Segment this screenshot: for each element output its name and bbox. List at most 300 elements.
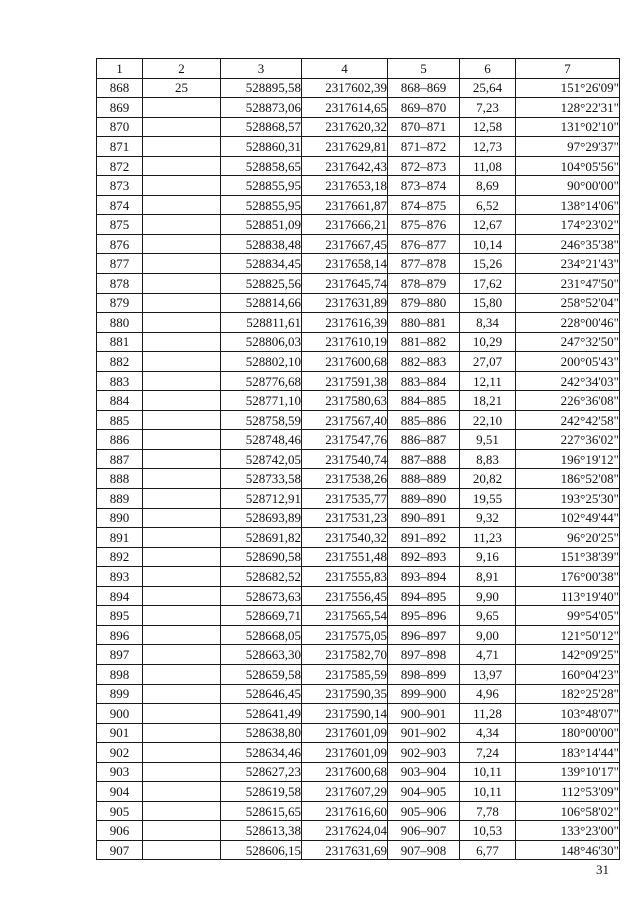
section-number-cell	[143, 508, 221, 528]
x-coordinate-cell: 528668,05	[221, 625, 302, 645]
y-coordinate-cell: 2317556,45	[302, 586, 388, 606]
point-number-cell: 873	[97, 176, 143, 196]
y-coordinate-cell: 2317602,39	[302, 78, 388, 98]
point-number-cell: 877	[97, 254, 143, 274]
x-coordinate-cell: 528691,82	[221, 528, 302, 548]
distance-cell: 7,23	[460, 98, 516, 118]
section-number-cell	[143, 293, 221, 313]
table-row	[97, 762, 620, 782]
bearing-cell: 160°04'23"	[516, 664, 620, 684]
x-coordinate-cell: 528811,61	[221, 313, 302, 333]
distance-cell: 10,53	[460, 821, 516, 841]
bearing-cell: 242°34'03"	[516, 371, 620, 391]
distance-cell: 6,52	[460, 195, 516, 215]
x-coordinate-cell: 528613,38	[221, 821, 302, 841]
distance-cell: 4,34	[460, 723, 516, 743]
distance-cell: 12,73	[460, 137, 516, 157]
segment-cell: 873–874	[388, 176, 460, 196]
segment-cell: 902–903	[388, 743, 460, 763]
y-coordinate-cell: 2317653,18	[302, 176, 388, 196]
point-number-cell: 894	[97, 586, 143, 606]
distance-cell: 18,21	[460, 391, 516, 411]
distance-cell: 12,11	[460, 371, 516, 391]
point-number-cell: 897	[97, 645, 143, 665]
distance-cell: 17,62	[460, 274, 516, 294]
bearing-cell: 106°58'02"	[516, 801, 620, 821]
y-coordinate-cell: 2317565,54	[302, 606, 388, 626]
y-coordinate-cell: 2317551,48	[302, 547, 388, 567]
y-coordinate-cell: 2317607,29	[302, 782, 388, 802]
x-coordinate-cell: 528690,58	[221, 547, 302, 567]
bearing-cell: 131°02'10"	[516, 117, 620, 137]
table-row	[97, 664, 620, 684]
section-number-cell	[143, 743, 221, 763]
section-number-cell	[143, 704, 221, 724]
x-coordinate-cell: 528619,58	[221, 782, 302, 802]
section-number-cell	[143, 274, 221, 294]
bearing-cell: 193°25'30"	[516, 489, 620, 509]
y-coordinate-cell: 2317631,89	[302, 293, 388, 313]
y-coordinate-cell: 2317642,43	[302, 156, 388, 176]
table-row	[97, 156, 620, 176]
point-number-cell: 890	[97, 508, 143, 528]
table-row	[97, 176, 620, 196]
point-number-cell: 869	[97, 98, 143, 118]
y-coordinate-cell: 2317585,59	[302, 664, 388, 684]
column-header: 2	[143, 59, 221, 79]
section-number-cell	[143, 645, 221, 665]
point-number-cell: 885	[97, 410, 143, 430]
segment-cell: 874–875	[388, 195, 460, 215]
segment-cell: 870–871	[388, 117, 460, 137]
table-row	[97, 391, 620, 411]
section-number-cell	[143, 410, 221, 430]
column-header: 1	[97, 59, 143, 79]
section-number-cell	[143, 449, 221, 469]
bearing-cell: 196°19'12"	[516, 449, 620, 469]
distance-cell: 6,77	[460, 840, 516, 860]
x-coordinate-cell: 528615,65	[221, 801, 302, 821]
distance-cell: 7,78	[460, 801, 516, 821]
x-coordinate-cell: 528851,09	[221, 215, 302, 235]
bearing-cell: 247°32'50"	[516, 332, 620, 352]
point-number-cell: 870	[97, 117, 143, 137]
bearing-cell: 96°20'25"	[516, 528, 620, 548]
section-number-cell	[143, 801, 221, 821]
x-coordinate-cell: 528712,91	[221, 489, 302, 509]
table-row	[97, 489, 620, 509]
point-number-cell: 884	[97, 391, 143, 411]
bearing-cell: 112°53'09"	[516, 782, 620, 802]
point-number-cell: 872	[97, 156, 143, 176]
section-number-cell	[143, 684, 221, 704]
x-coordinate-cell: 528627,23	[221, 762, 302, 782]
bearing-cell: 242°42'58"	[516, 410, 620, 430]
segment-cell: 885–886	[388, 410, 460, 430]
column-header: 4	[302, 59, 388, 79]
table-row	[97, 313, 620, 333]
bearing-cell: 182°25'28"	[516, 684, 620, 704]
section-number-cell	[143, 98, 221, 118]
table-row	[97, 625, 620, 645]
distance-cell: 15,26	[460, 254, 516, 274]
y-coordinate-cell: 2317538,26	[302, 469, 388, 489]
table-row	[97, 449, 620, 469]
segment-cell: 886–887	[388, 430, 460, 450]
page-number: 31	[596, 862, 609, 877]
table-row	[97, 743, 620, 763]
distance-cell: 8,83	[460, 449, 516, 469]
segment-cell: 906–907	[388, 821, 460, 841]
segment-cell: 880–881	[388, 313, 460, 333]
y-coordinate-cell: 2317624,04	[302, 821, 388, 841]
segment-cell: 876–877	[388, 234, 460, 254]
bearing-cell: 113°19'40"	[516, 586, 620, 606]
section-number-cell	[143, 195, 221, 215]
x-coordinate-cell: 528641,49	[221, 704, 302, 724]
distance-cell: 8,91	[460, 567, 516, 587]
x-coordinate-cell: 528771,10	[221, 391, 302, 411]
table-row	[97, 430, 620, 450]
column-header: 5	[388, 59, 460, 79]
bearing-cell: 97°29'37"	[516, 137, 620, 157]
y-coordinate-cell: 2317590,35	[302, 684, 388, 704]
y-coordinate-cell: 2317620,32	[302, 117, 388, 137]
point-number-cell: 887	[97, 449, 143, 469]
point-number-cell: 898	[97, 664, 143, 684]
bearing-cell: 151°38'39"	[516, 547, 620, 567]
section-number-cell	[143, 332, 221, 352]
x-coordinate-cell: 528606,15	[221, 840, 302, 860]
x-coordinate-cell: 528758,59	[221, 410, 302, 430]
point-number-cell: 892	[97, 547, 143, 567]
distance-cell: 27,07	[460, 352, 516, 372]
bearing-cell: 104°05'56"	[516, 156, 620, 176]
section-number-cell	[143, 762, 221, 782]
bearing-cell: 102°49'44"	[516, 508, 620, 528]
segment-cell: 871–872	[388, 137, 460, 157]
point-number-cell: 904	[97, 782, 143, 802]
segment-cell: 884–885	[388, 391, 460, 411]
x-coordinate-cell: 528638,80	[221, 723, 302, 743]
y-coordinate-cell: 2317667,45	[302, 234, 388, 254]
distance-cell: 4,71	[460, 645, 516, 665]
point-number-cell: 876	[97, 234, 143, 254]
distance-cell: 15,80	[460, 293, 516, 313]
table-row	[97, 274, 620, 294]
bearing-cell: 138°14'06"	[516, 195, 620, 215]
segment-cell: 877–878	[388, 254, 460, 274]
y-coordinate-cell: 2317616,60	[302, 801, 388, 821]
bearing-cell: 234°21'43"	[516, 254, 620, 274]
bearing-cell: 200°05'43"	[516, 352, 620, 372]
table-row	[97, 528, 620, 548]
table-row	[97, 586, 620, 606]
distance-cell: 9,90	[460, 586, 516, 606]
table-row	[97, 508, 620, 528]
point-number-cell: 883	[97, 371, 143, 391]
bearing-cell: 186°52'08"	[516, 469, 620, 489]
table-row	[97, 78, 620, 98]
table-row	[97, 782, 620, 802]
segment-cell: 898–899	[388, 664, 460, 684]
y-coordinate-cell: 2317531,23	[302, 508, 388, 528]
section-number-cell	[143, 782, 221, 802]
bearing-cell: 180°00'00"	[516, 723, 620, 743]
distance-cell: 12,58	[460, 117, 516, 137]
section-number-cell	[143, 215, 221, 235]
distance-cell: 10,29	[460, 332, 516, 352]
table-row	[97, 234, 620, 254]
x-coordinate-cell: 528682,52	[221, 567, 302, 587]
bearing-cell: 128°22'31"	[516, 98, 620, 118]
section-number-cell	[143, 723, 221, 743]
x-coordinate-cell: 528868,57	[221, 117, 302, 137]
point-number-cell: 875	[97, 215, 143, 235]
segment-cell: 878–879	[388, 274, 460, 294]
x-coordinate-cell: 528838,48	[221, 234, 302, 254]
x-coordinate-cell: 528693,89	[221, 508, 302, 528]
segment-cell: 899–900	[388, 684, 460, 704]
table-row	[97, 801, 620, 821]
point-number-cell: 893	[97, 567, 143, 587]
x-coordinate-cell: 528659,58	[221, 664, 302, 684]
x-coordinate-cell: 528860,31	[221, 137, 302, 157]
bearing-cell: 99°54'05"	[516, 606, 620, 626]
distance-cell: 7,24	[460, 743, 516, 763]
section-number-cell	[143, 547, 221, 567]
segment-cell: 897–898	[388, 645, 460, 665]
x-coordinate-cell: 528748,46	[221, 430, 302, 450]
header-row	[97, 59, 620, 79]
section-number-cell	[143, 430, 221, 450]
point-number-cell: 888	[97, 469, 143, 489]
table-row	[97, 684, 620, 704]
distance-cell: 11,28	[460, 704, 516, 724]
point-number-cell: 882	[97, 352, 143, 372]
y-coordinate-cell: 2317591,38	[302, 371, 388, 391]
section-number-cell	[143, 664, 221, 684]
table-row	[97, 821, 620, 841]
segment-cell: 882–883	[388, 352, 460, 372]
y-coordinate-cell: 2317600,68	[302, 762, 388, 782]
x-coordinate-cell: 528646,45	[221, 684, 302, 704]
y-coordinate-cell: 2317600,68	[302, 352, 388, 372]
segment-cell: 872–873	[388, 156, 460, 176]
bearing-cell: 90°00'00"	[516, 176, 620, 196]
segment-cell: 881–882	[388, 332, 460, 352]
segment-cell: 883–884	[388, 371, 460, 391]
bearing-cell: 133°23'00"	[516, 821, 620, 841]
x-coordinate-cell: 528733,58	[221, 469, 302, 489]
distance-cell: 25,64	[460, 78, 516, 98]
bearing-cell: 183°14'44"	[516, 743, 620, 763]
bearing-cell: 176°00'38"	[516, 567, 620, 587]
table-row	[97, 293, 620, 313]
segment-cell: 892–893	[388, 547, 460, 567]
x-coordinate-cell: 528855,95	[221, 195, 302, 215]
distance-cell: 19,55	[460, 489, 516, 509]
y-coordinate-cell: 2317580,63	[302, 391, 388, 411]
bearing-cell: 258°52'04"	[516, 293, 620, 313]
segment-cell: 896–897	[388, 625, 460, 645]
section-number-cell	[143, 137, 221, 157]
point-number-cell: 901	[97, 723, 143, 743]
segment-cell: 894–895	[388, 586, 460, 606]
point-number-cell: 871	[97, 137, 143, 157]
y-coordinate-cell: 2317555,83	[302, 567, 388, 587]
distance-cell: 4,96	[460, 684, 516, 704]
bearing-cell: 139°10'17"	[516, 762, 620, 782]
x-coordinate-cell: 528776,68	[221, 371, 302, 391]
y-coordinate-cell: 2317601,09	[302, 743, 388, 763]
table-row	[97, 371, 620, 391]
x-coordinate-cell: 528858,65	[221, 156, 302, 176]
table-row	[97, 117, 620, 137]
y-coordinate-cell: 2317540,74	[302, 449, 388, 469]
section-number-cell	[143, 606, 221, 626]
section-number-cell	[143, 371, 221, 391]
x-coordinate-cell: 528634,46	[221, 743, 302, 763]
x-coordinate-cell: 528814,66	[221, 293, 302, 313]
section-number-cell	[143, 489, 221, 509]
distance-cell: 10,11	[460, 762, 516, 782]
point-number-cell: 880	[97, 313, 143, 333]
y-coordinate-cell: 2317645,74	[302, 274, 388, 294]
segment-cell: 875–876	[388, 215, 460, 235]
segment-cell: 891–892	[388, 528, 460, 548]
segment-cell: 888–889	[388, 469, 460, 489]
distance-cell: 9,16	[460, 547, 516, 567]
x-coordinate-cell: 528873,06	[221, 98, 302, 118]
segment-cell: 905–906	[388, 801, 460, 821]
segment-cell: 868–869	[388, 78, 460, 98]
table-row	[97, 98, 620, 118]
table-row	[97, 547, 620, 567]
point-number-cell: 905	[97, 801, 143, 821]
point-number-cell: 900	[97, 704, 143, 724]
y-coordinate-cell: 2317567,40	[302, 410, 388, 430]
y-coordinate-cell: 2317661,87	[302, 195, 388, 215]
y-coordinate-cell: 2317535,77	[302, 489, 388, 509]
x-coordinate-cell: 528802,10	[221, 352, 302, 372]
table-row	[97, 704, 620, 724]
section-number-cell	[143, 156, 221, 176]
table-row	[97, 469, 620, 489]
table-row	[97, 410, 620, 430]
distance-cell: 13,97	[460, 664, 516, 684]
point-number-cell: 868	[97, 78, 143, 98]
section-number-cell	[143, 840, 221, 860]
table-row	[97, 215, 620, 235]
y-coordinate-cell: 2317610,19	[302, 332, 388, 352]
y-coordinate-cell: 2317582,70	[302, 645, 388, 665]
bearing-cell: 231°47'50"	[516, 274, 620, 294]
distance-cell: 9,00	[460, 625, 516, 645]
section-number-cell	[143, 586, 221, 606]
section-number-cell	[143, 176, 221, 196]
distance-cell: 9,32	[460, 508, 516, 528]
bearing-cell: 174°23'02"	[516, 215, 620, 235]
section-number-cell	[143, 234, 221, 254]
segment-cell: 901–902	[388, 723, 460, 743]
table-body	[97, 78, 620, 860]
bearing-cell: 151°26'09"	[516, 78, 620, 98]
segment-cell: 900–901	[388, 704, 460, 724]
bearing-cell: 121°50'12"	[516, 625, 620, 645]
bearing-cell: 227°36'02"	[516, 430, 620, 450]
point-number-cell: 903	[97, 762, 143, 782]
point-number-cell: 878	[97, 274, 143, 294]
bearing-cell: 246°35'38"	[516, 234, 620, 254]
distance-cell: 8,34	[460, 313, 516, 333]
section-number-cell	[143, 254, 221, 274]
point-number-cell: 895	[97, 606, 143, 626]
segment-cell: 907–908	[388, 840, 460, 860]
section-number-cell	[143, 117, 221, 137]
x-coordinate-cell: 528673,63	[221, 586, 302, 606]
table-row	[97, 723, 620, 743]
point-number-cell: 896	[97, 625, 143, 645]
segment-cell: 904–905	[388, 782, 460, 802]
y-coordinate-cell: 2317616,39	[302, 313, 388, 333]
segment-cell: 903–904	[388, 762, 460, 782]
distance-cell: 10,11	[460, 782, 516, 802]
point-number-cell: 879	[97, 293, 143, 313]
y-coordinate-cell: 2317590,14	[302, 704, 388, 724]
segment-cell: 890–891	[388, 508, 460, 528]
bearing-cell: 142°09'25"	[516, 645, 620, 665]
section-number-cell	[143, 352, 221, 372]
segment-cell: 895–896	[388, 606, 460, 626]
distance-cell: 9,65	[460, 606, 516, 626]
distance-cell: 9,51	[460, 430, 516, 450]
distance-cell: 11,23	[460, 528, 516, 548]
section-number-cell	[143, 821, 221, 841]
point-number-cell: 889	[97, 489, 143, 509]
y-coordinate-cell: 2317658,14	[302, 254, 388, 274]
x-coordinate-cell: 528742,05	[221, 449, 302, 469]
distance-cell: 11,08	[460, 156, 516, 176]
distance-cell: 22,10	[460, 410, 516, 430]
table-row	[97, 195, 620, 215]
table-row	[97, 606, 620, 626]
y-coordinate-cell: 2317629,81	[302, 137, 388, 157]
point-number-cell: 874	[97, 195, 143, 215]
coordinates-table	[96, 58, 620, 860]
column-header: 7	[516, 59, 620, 79]
distance-cell: 10,14	[460, 234, 516, 254]
bearing-cell: 226°36'08"	[516, 391, 620, 411]
column-header: 3	[221, 59, 302, 79]
y-coordinate-cell: 2317631,69	[302, 840, 388, 860]
segment-cell: 879–880	[388, 293, 460, 313]
table-row	[97, 352, 620, 372]
distance-cell: 12,67	[460, 215, 516, 235]
table-row	[97, 254, 620, 274]
section-number-cell	[143, 313, 221, 333]
segment-cell: 869–870	[388, 98, 460, 118]
section-number-cell	[143, 528, 221, 548]
y-coordinate-cell: 2317547,76	[302, 430, 388, 450]
distance-cell: 8,69	[460, 176, 516, 196]
table-row	[97, 645, 620, 665]
x-coordinate-cell: 528855,95	[221, 176, 302, 196]
y-coordinate-cell: 2317575,05	[302, 625, 388, 645]
point-number-cell: 891	[97, 528, 143, 548]
table-row	[97, 840, 620, 860]
segment-cell: 893–894	[388, 567, 460, 587]
